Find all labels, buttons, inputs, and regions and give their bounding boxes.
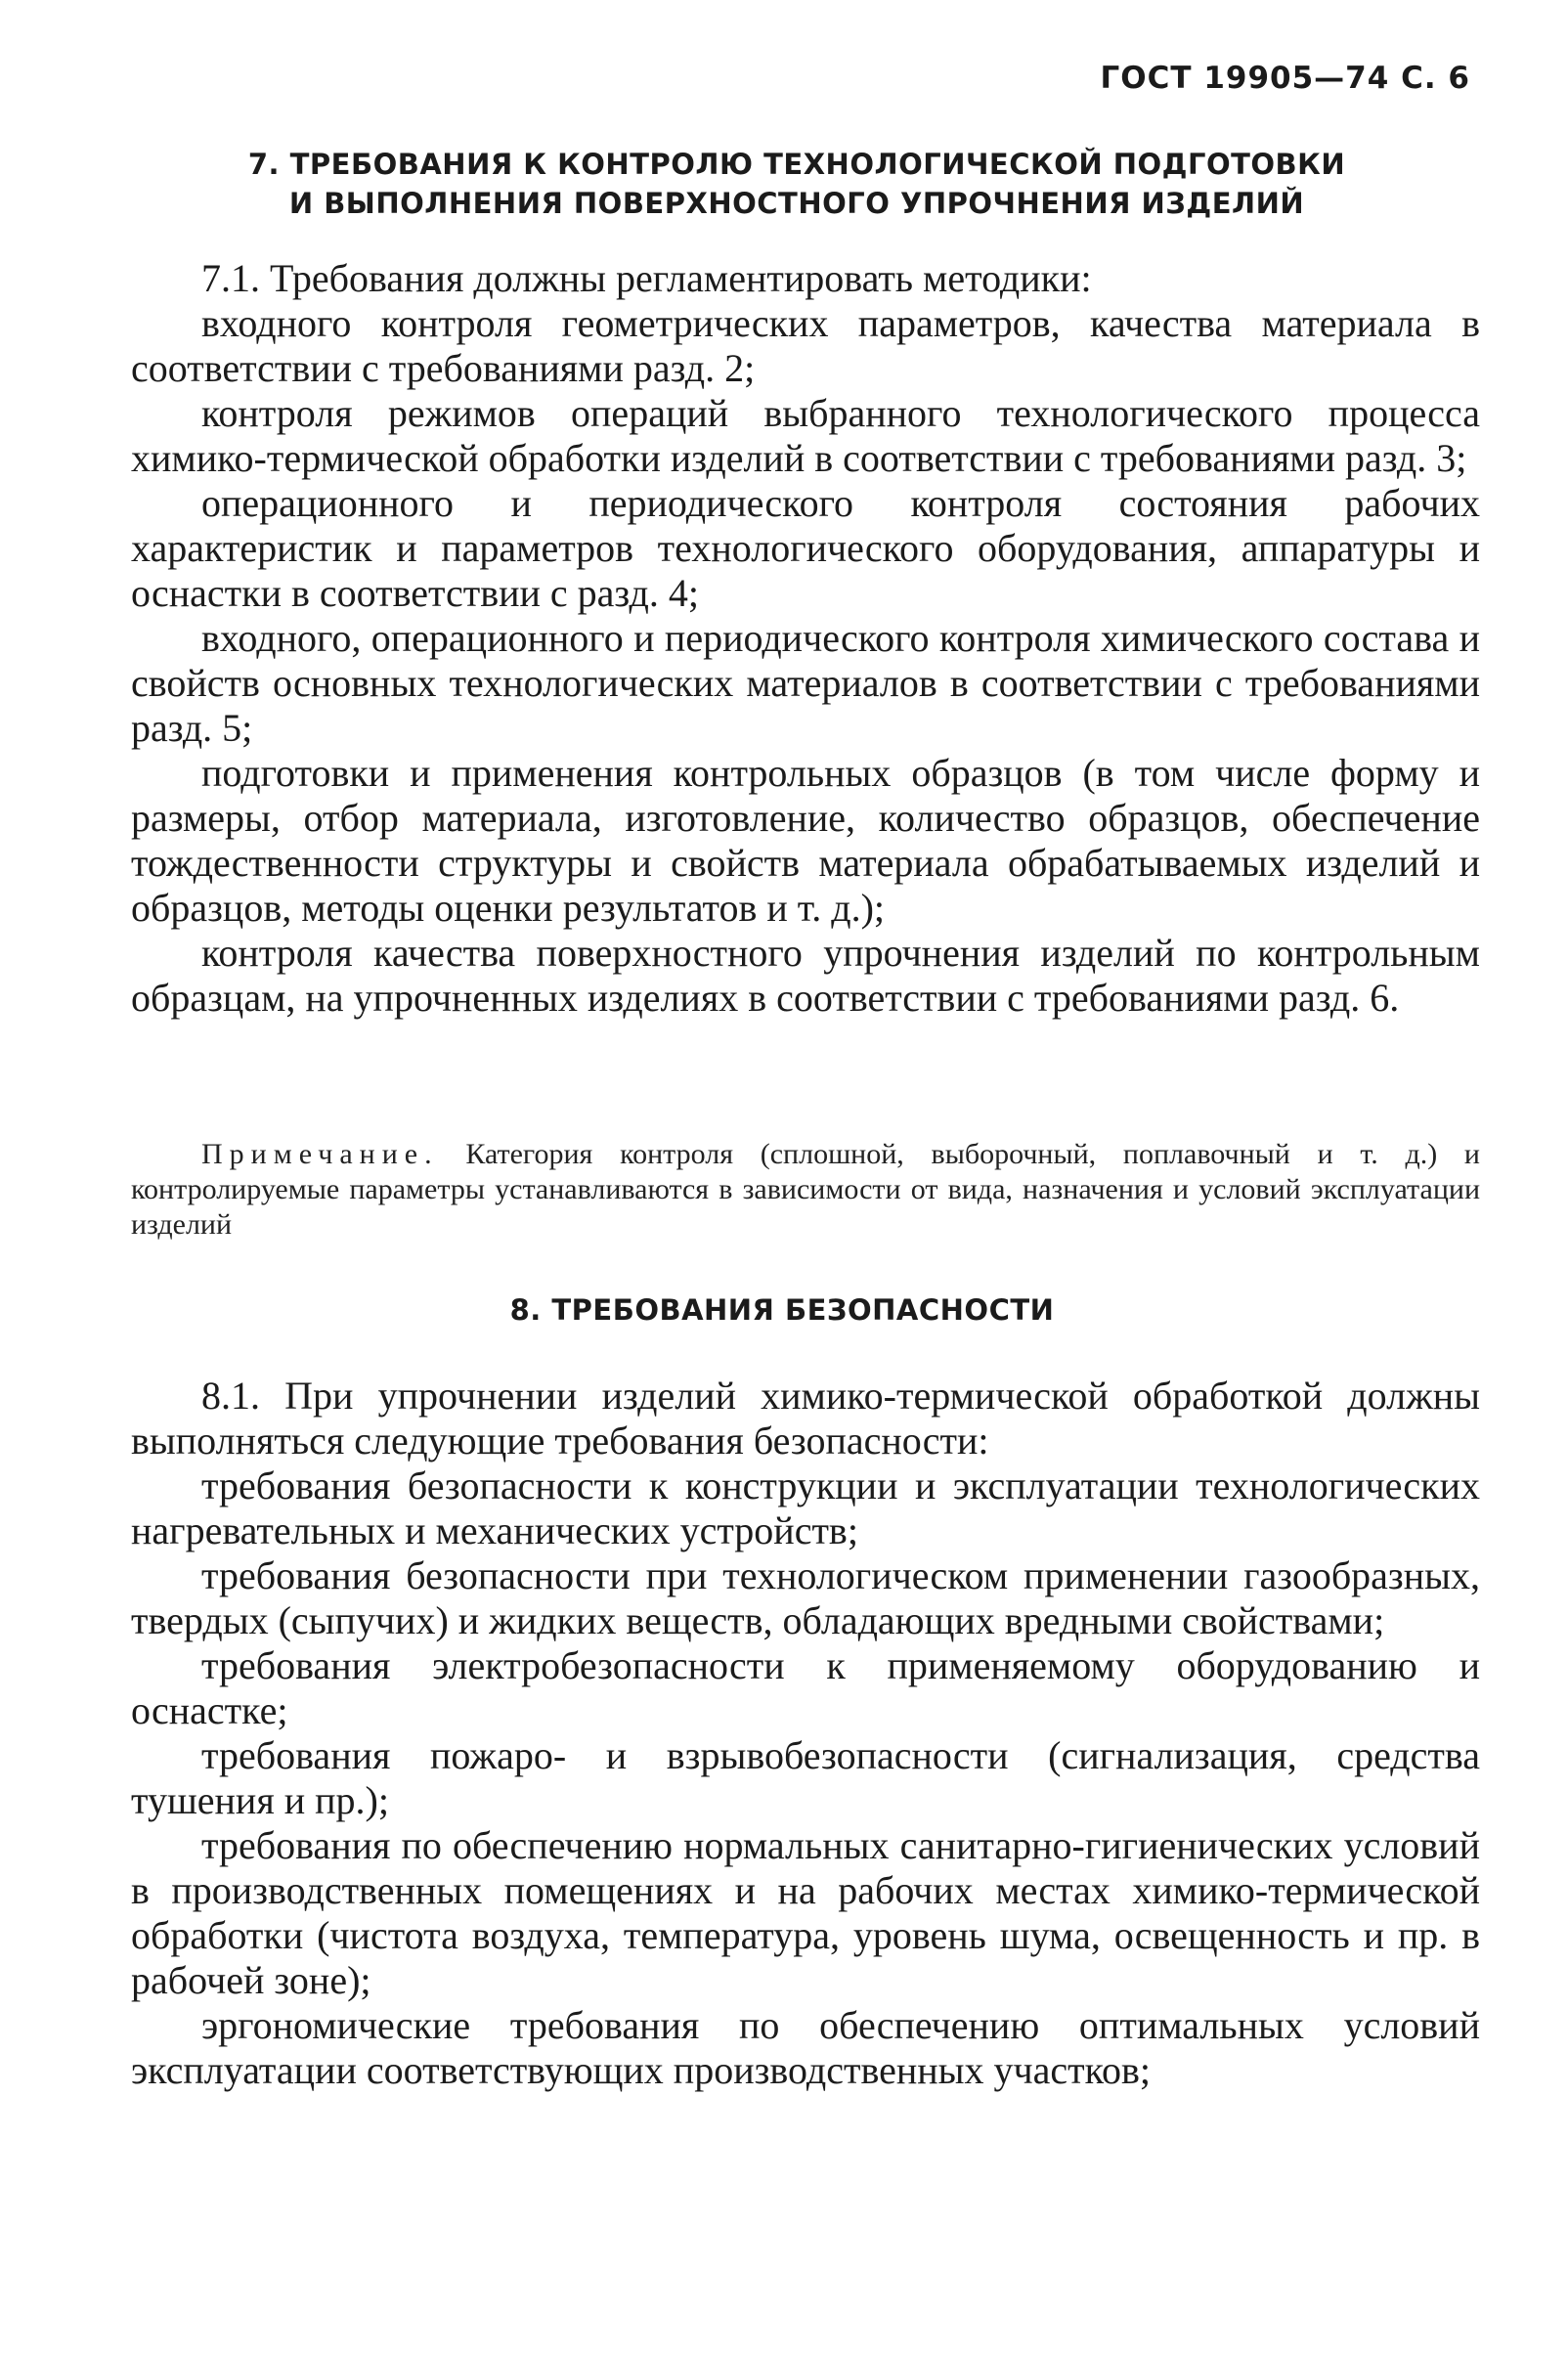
section-8-body [131, 1374, 1480, 2093]
page-header: ГОСТ 19905—74 С. 6 [1100, 61, 1470, 96]
section-7-title-line-2: И ВЫПОЛНЕНИЯ ПОВЕРХНОСТНОГО УПРОЧНЕНИЯ ИЗДЕЛИЙ [288, 187, 1305, 220]
paragraph-item: входного контроля геометрических параметров, качества материала в соответствии с требованиями разд. 2; [131, 301, 1480, 390]
paragraph-item: эргономические требования по обеспечению оптимальных условий эксплуатации соответствующих производственных участков; [131, 2003, 1480, 2092]
paragraph-item: подготовки и применения контрольных образцов (в том числе форму и размеры, отбор материала, изготовление, количество образцов, обеспечение тождественности структуры и свойств материала обрабатываемых изделий и образцов, методы оценки результатов и т. д.); [131, 751, 1480, 930]
section-7-note [131, 1137, 1480, 1243]
paragraph-8-1: 8.1. При упрочнении изделий химико-термической обработкой должны выполняться следующие требования безопасности: [131, 1374, 1480, 1463]
paragraph-item: требования безопасности при технологическом применении газообразных, твердых (сыпучих) и жидких веществ, обладающих вредными свойствами; [131, 1553, 1480, 1642]
section-7-title-line-1: 7. ТРЕБОВАНИЯ К КОНТРОЛЮ ТЕХНОЛОГИЧЕСКОЙ ПОДГОТОВКИ [247, 148, 1346, 181]
section-8-title: 8. ТРЕБОВАНИЯ БЕЗОПАСНОСТИ [509, 1293, 1055, 1327]
paragraph-item: требования безопасности к конструкции и эксплуатации технологических нагревательных и механических устройств; [131, 1463, 1480, 1552]
paragraph-item: требования пожаро- и взрывобезопасности (сигнализация, средства тушения и пр.); [131, 1733, 1480, 1822]
section-7-body [131, 256, 1480, 1021]
paragraph-item: входного, операционного и периодического контроля химического состава и свойств основных технологических материалов в соответствии с требованиями разд. 5; [131, 616, 1480, 750]
paragraph-item: требования по обеспечению нормальных санитарно-гигиенических условий в производственных помещениях и на рабочих местах химико-термической обработки (чистота воздуха, температура, уровень шума, освещенность и пр. в рабочей зоне); [131, 1823, 1480, 2002]
paragraph-item: операционного и периодического контроля состояния рабочих характеристик и параметров технологического оборудования, аппаратуры и оснастки в соответствии с разд. 4; [131, 481, 1480, 615]
paragraph-item: контроля режимов операций выбранного технологического процесса химико-термической обработки изделий в соответствии с требованиями разд. 3; [131, 391, 1480, 480]
paragraph-7-1: 7.1. Требования должны регламентировать методики: [201, 256, 1092, 300]
note-label: Примечание. [201, 1138, 439, 1170]
section-7-title [244, 145, 1349, 223]
paragraph-item: требования электробезопасности к применяемому оборудованию и оснастке; [131, 1643, 1480, 1732]
note-text: Категория контроля (сплошной, выборочный, поплавочный и т. д.) и контролируемые параметры устанавливаются в зависимости от вида, назначения и условий эксплуатации изделий [131, 1138, 1480, 1241]
paragraph-item: контроля качества поверхностного упрочнения изделий по контрольным образцам, на упрочненных изделиях в соответствии с требованиями разд. 6. [131, 931, 1480, 1020]
